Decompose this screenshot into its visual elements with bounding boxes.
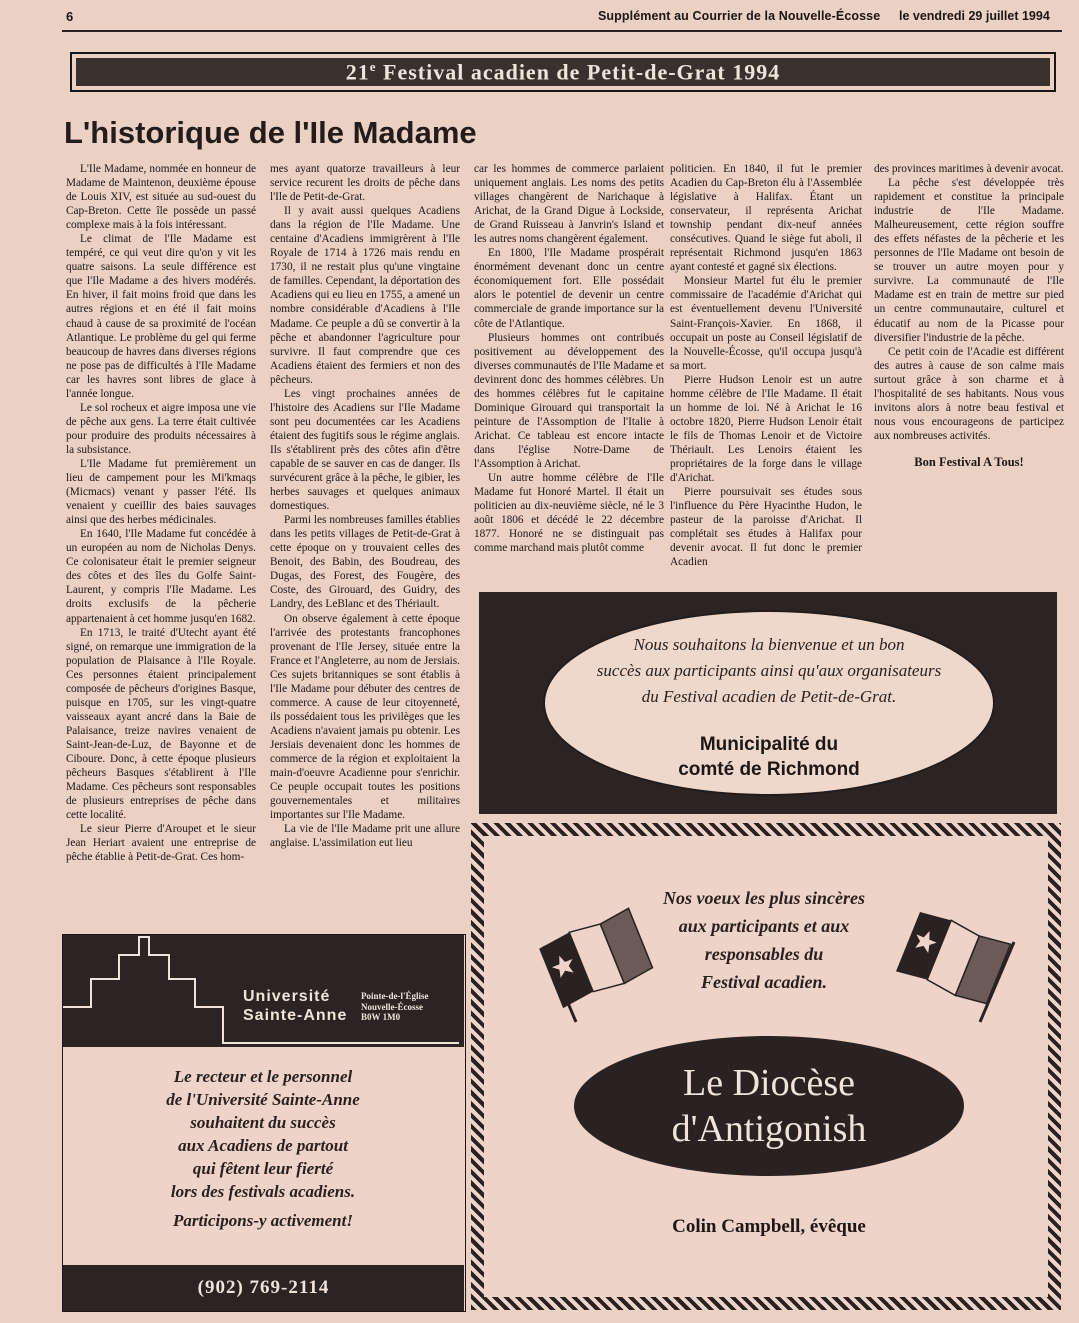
ad-diocese-name-line: d'Antigonish (671, 1108, 867, 1150)
article-paragraph: Pierre Hudson Lenoir est un autre homme célèbre de l'Ile Madame. Il était un homme de loi. Né à Arichat le 16 octobre 1820, Pierre Hudson Lenoir était le fils de Thomas Lenoir et de Victoire Thériault. Les Lenoirs étaient les propriétaires de la forge dans le village d'Arichat. (670, 373, 862, 485)
banner-ordinal-sup: e (369, 58, 377, 74)
ad-diocese-message-line: Festival acadien. (701, 972, 827, 992)
article-title: L'historique de l'Ile Madame (64, 115, 477, 150)
article-signoff: Bon Festival A Tous! (914, 454, 1024, 469)
ad-municipality (479, 592, 1057, 814)
banner-rest: Festival acadien de Petit-de-Grat 1994 (376, 59, 781, 85)
banner-ordinal: 21 (345, 59, 370, 85)
ad-university-call-to-action: Participons-y activement! (173, 1211, 353, 1230)
article-paragraph: Le sieur Pierre d'Aroupet et le sieur Jean Heriart avaient une entreprise de pêche établie à Petit-de-Grat. Ces hom- (66, 823, 256, 864)
ad-diocese-message-line: aux participants et aux (678, 916, 850, 936)
ad-university-message-line: souhaitent du succès (190, 1113, 336, 1132)
article-paragraph: L'Ile Madame, nommée en honneur de Madame de Maintenon, deuxième épouse de Louis XIV, est située au sud-ouest du Cap-Breton. Cette île possède un passé complexe mais à la fois intéressant. (66, 163, 256, 232)
article-paragraph: Ce petit coin de l'Acadie est différent des autres à cause de son calme mais surtout grâce à son charme et à l'hospitalité de ses habitants. Nous vous invitons alors à notre beau festival et nous vous encourageons de participez aux nombreuses activités. (874, 345, 1064, 442)
article-paragraph: politicien. En 1840, il fut le premier Acadien du Cap-Breton élu à l'Assemblée législative à Halifax. Étant un conservateur, il représenta Arichat township pendant dix-neuf années consécutives. Quand le siège fut aboli, il représentait Richmond jusqu'en 1863 ayant contesté et gagné six élections. (670, 163, 862, 274)
article-paragraph: des provinces maritimes à devenir avocat. (874, 163, 1064, 175)
publication-date: le vendredi 29 juillet 1994 (899, 9, 1050, 23)
article-column-1 (66, 162, 256, 922)
university-address (361, 991, 429, 1023)
ad-municipality-message-line: du Festival acadien de Petit-de-Grat. (641, 687, 897, 706)
ad-diocese-message-line: Nos voeux les plus sincères (663, 888, 865, 908)
article-paragraph: Plusieurs hommes ont contribués positivement au développement des diverses communautés de l'Ile Madame et devinrent donc des hommes célèbres. Un des hommes célèbres fut le capitaine Dominique Girouard qui transportait la peinture de l'Assomption de l'Italie à Arichat. Ce tableau est encore intacte dans l'église Notre-Dame de l'Assomption à Arichat. (474, 331, 664, 470)
ad-diocese-ellipse (574, 1036, 964, 1176)
article-paragraph: Un autre homme célèbre de l'Ile Madame fut Honoré Martel. Il était un politicien au dix-neuvième siècle, né le 3 août 1806 et décédé le 22 décembre 1877. Honoré ne se distinguait pas comme marchand mais plutôt comme (474, 472, 664, 555)
article-paragraph: La vie de l'Ile Madame prit une allure anglaise. L'assimilation eut lieu (270, 823, 460, 850)
article-paragraph: En 1800, l'Ile Madame prospérait énormément devenant donc un centre économiquement fort. Elle possédait alors le potentiel de devenir un centre commerciale de grande importance sur la côte de l'Atlantique. (474, 247, 664, 330)
ad-diocese-message (604, 884, 924, 996)
article-paragraph: En 1713, le traité d'Utecht ayant été signé, on remarque une immigration de la population de Plaisance à l'Ile Royale. Ces personnes étaient principalement composée de pêcheurs d'origines Basque, puisque en 1705, sur les vingt-quatre vaisseaux ayant ancré dans la Baie de Palaisance, treize navires venaient de Saint-Jean-de-Luz, de Bayonne et de Ciboure. Donc, à cette époque plusieurs pêcheurs Basques s'établirent à l'Ile Madame. Ces pêcheurs sont responsables de plusieurs entreprises de pêche dans cette localité. (66, 626, 256, 822)
ad-diocese (471, 823, 1061, 1310)
publication-name: Supplément au Courrier de la Nouvelle-Écosse (598, 9, 881, 23)
ad-diocese-name-line: Le Diocèse (683, 1062, 855, 1104)
page-number: 6 (66, 9, 74, 24)
ad-university-header (63, 935, 464, 1047)
article-paragraph: Parmi les nombreuses familles établies dans les petits villages de Petit-de-Grat à cette époque on y trouvaient celles des Benoit, des Babin, des Boudreau, des Dugas, des Forest, des Fougère, des Coste, des Girouard, des Guidry, des Landry, des LeBlanc et des Thériault. (270, 514, 460, 611)
article-paragraph: Pierre poursuivait ses études sous l'influence du Père Hyacinthe Hudon, le pasteur de la paroisse d'Arichat. Il complétait ses études à Halifax pour devenir avocat. Il fut donc le premier Acadien (670, 486, 862, 569)
ad-university-message-line: Le recteur et le personnel (173, 1067, 353, 1086)
ad-university (62, 934, 466, 1312)
festival-banner-title (346, 59, 781, 85)
article-paragraph: L'Ile Madame fut premièrement un lieu de campement pour les Mi'kmaqs (Micmacs) venant y passer l'été. Ils venaient y cueillir des baies sauvages ainsi que des herbes médicinales. (66, 457, 256, 527)
article-paragraph: La pêche s'est développée très rapidement et constitue la principale industrie de l'Ile Madame. Malheureusement, cette région souffre des effets néfastes de la pêcherie et les personnes de l'Ile Madame ont besoin de se trouver un autre moyen pour y survivre. La communauté de l'Ile Madame est en train de mettre sur pied un centre communautaire, culturel et éducatif au nom de la Picasse pour diversifier l'industrie de la pêche. (874, 177, 1064, 344)
article-column-3 (474, 162, 664, 582)
ad-diocese-message-line: responsables du (704, 944, 824, 964)
article-paragraph: Il y avait aussi quelques Acadiens dans la région de l'Ile Madame. Une centaine d'Acadiens immigrèrent à l'Ile Royale de 1714 à 1726 mais rendu en 1730, il ne restait plus qu'une vingtaine de familles. Cependant, la déportation des Acadiens qui eu lieu en 1755, a amené un nombre considérable d'Acadiens à l'Ile Madame. Ce peuple a dû se convertir à la pêche et abandonner l'agriculture pour survivre. Il faut comprendre que ces Acadiens étaient des fermiers et non des pêcheurs. (270, 205, 460, 386)
article-column-4 (670, 162, 862, 582)
article-paragraph: Les vingt prochaines années de l'histoire des Acadiens sur l'Ile Madame sont peu documentées car les Acadiens étaient des fugitifs sous le régime anglais. Ils s'établirent près des côtes afin d'être capable de se sauver en cas de danger. Ils survécurent grâce à la pêche, le gibier, les herbes sauvages et quelques animaux domestiques. (270, 387, 460, 513)
article-column-5 (874, 162, 1064, 582)
university-address-line: Pointe-de-l'Église (361, 991, 429, 1001)
ad-municipality-name (569, 732, 969, 782)
ad-municipality-name-line: Municipalité du (699, 734, 839, 755)
article-paragraph: Monsieur Martel fut élu le premier commissaire de l'académie d'Arichat qui est éventuellement devenu l'Université Saint-François-Xavier. En 1868, il occupait un poste au Conseil législatif de la Nouvelle-Écosse, qu'il occupa jusqu'à sa mort. (670, 275, 862, 372)
header-rule (62, 30, 1062, 32)
article-paragraph: Le climat de l'Ile Madame est tempéré, ce qui veut dire qu'on y vit les quatre saisons. La seule différence est que l'Ile Madame a des hivers modérés. En hiver, il fait moins froid que dans les autres régions et en été il fait moins chaud à cause de sa proximité de l'océan Atlantique. Le problème du gel qui ferme beaucoup de havres dans diverses régions ne pose pas de difficultés à l'Ile Madame car les havres sont libres de glace à l'année longue. (66, 233, 256, 400)
ad-university-message-line: de l'Université Sainte-Anne (166, 1090, 360, 1109)
article-paragraph: En 1640, l'Ile Madame fut concédée à un européen au nom de Nicholas Denys. Ce colonisateur était le premier seigneur des côtes et des îles du Golfe Saint-Laurent, y compris l'Ile Madame. Les droits exclusifs de la pêcherie appartenaient à cet homme jusqu'en 1682. (66, 528, 256, 625)
ad-university-message-line: lors des festivals acadiens. (170, 1182, 356, 1201)
ad-university-message-line: aux Acadiens de partout (178, 1136, 348, 1155)
article-paragraph: On observe également à cette époque l'arrivée des protestants francophones provenant de l'Ile Jersey, située entre la France et l'Angleterre, au nom de Jersiais. Ces sujets britanniques se sont établis à l'Ile Madame pour débuter des centres de commerce. A cause de leur citoyenneté, ils possédaient tous les privilèges que les Acadiens n'avaient jamais pu obtenir. Les Jersiais devenaient donc les hommes de commerce de la région et exploitaient la main-d'oeuvre Acadienne pour s'enrichir. Ce peuple occupait toutes les positions gouvernementales et militaires importantes sur l'Ile Madame. (270, 612, 460, 822)
ad-university-message (83, 1065, 443, 1203)
ad-municipality-message-line: succès aux participants ainsi qu'aux organisateurs (596, 661, 942, 680)
ad-university-message-line: qui fêtent leur fierté (192, 1159, 334, 1178)
ad-municipality-message (569, 632, 969, 710)
university-name (243, 987, 347, 1025)
university-address-line: B0W 1M0 (361, 1012, 401, 1022)
festival-banner-fill (76, 58, 1050, 86)
university-name-line: Sainte-Anne (243, 1007, 348, 1024)
article-paragraph: car les hommes de commerce parlaient uniquement anglais. Les noms des petits villages changèrent de Narichaque à Arichat, de la Grand Digue à Lockside, de Grand Ruisseau à Janvrin's Island et les autres noms changèrent également. (474, 163, 664, 246)
article-paragraph: Le sol rocheux et aigre imposa une vie de pêche aux gens. La terre était cultivée pour produire des produits nécessaires à la subsistance. (66, 401, 256, 456)
article-column-2 (270, 162, 460, 922)
ad-municipality-name-line: comté de Richmond (678, 759, 860, 780)
article-paragraph: mes ayant quatorze travailleurs à leur service recurent les droits de pêche dans l'Ile de Petit-de-Grat. (270, 163, 460, 204)
university-address-line: Nouvelle-Écosse (361, 1001, 423, 1012)
ad-diocese-signature: Colin Campbell, évêque (672, 1216, 866, 1237)
ad-municipality-message-line: Nous souhaitons la bienvenue et un bon (633, 635, 905, 654)
ad-university-phone: (902) 769-2114 (63, 1265, 464, 1311)
university-name-line: Université (243, 988, 331, 1005)
festival-banner (70, 52, 1056, 92)
ad-diocese-name (672, 1060, 867, 1152)
